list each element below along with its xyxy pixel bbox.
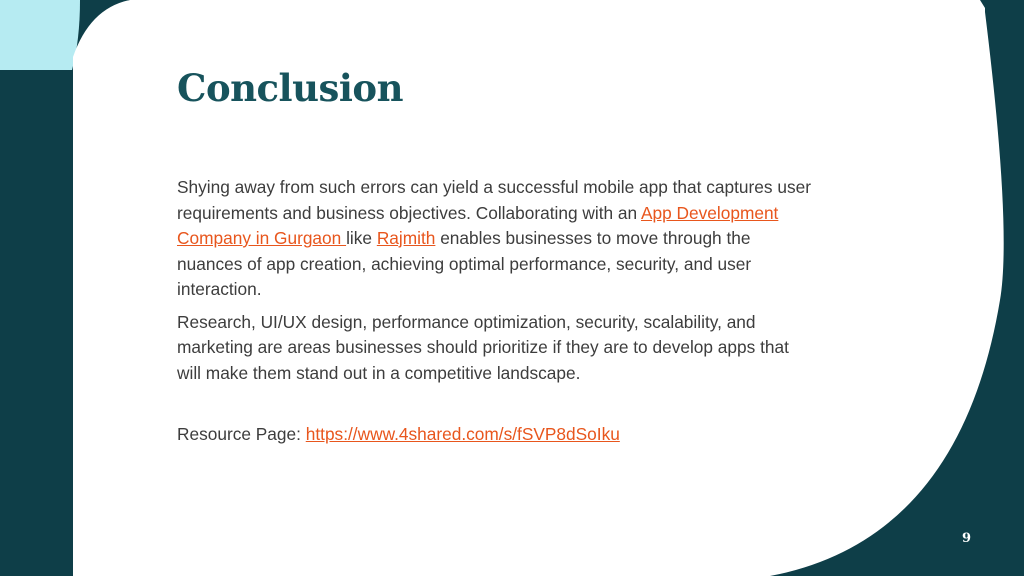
paragraph-intro-start: Shying away from such errors can yield a successful mobile app that captures user requirements and business objectives. Collaborating with an — [177, 177, 811, 223]
slide-title: Conclusion — [177, 66, 403, 110]
cyan-corner-accent — [0, 0, 80, 70]
resource-label: Resource Page: — [177, 424, 306, 444]
resource-line — [177, 424, 620, 445]
resource-url-link[interactable]: https://www.4shared.com/s/fSVP8dSoIku — [305, 424, 620, 444]
paragraph-priorities: Research, UI/UX design, performance optimization, security, scalability, and marketing are areas businesses should prioritize if they are to develop apps that will make them stand out in a competitive landscape. — [177, 311, 789, 383]
app-development-link[interactable]: App Development Company in Gurgaon — [177, 202, 779, 248]
paragraph-intro-mid: like — [346, 228, 377, 248]
paragraph-intro-end: enables businesses to move through the nuances of app creation, achieving optimal performance, security, and user interaction. — [177, 228, 752, 299]
page-number: 9 — [962, 531, 972, 546]
paragraph-intro — [177, 175, 817, 303]
body-text — [177, 175, 817, 393]
rajmith-link[interactable]: Rajmith — [376, 228, 436, 248]
